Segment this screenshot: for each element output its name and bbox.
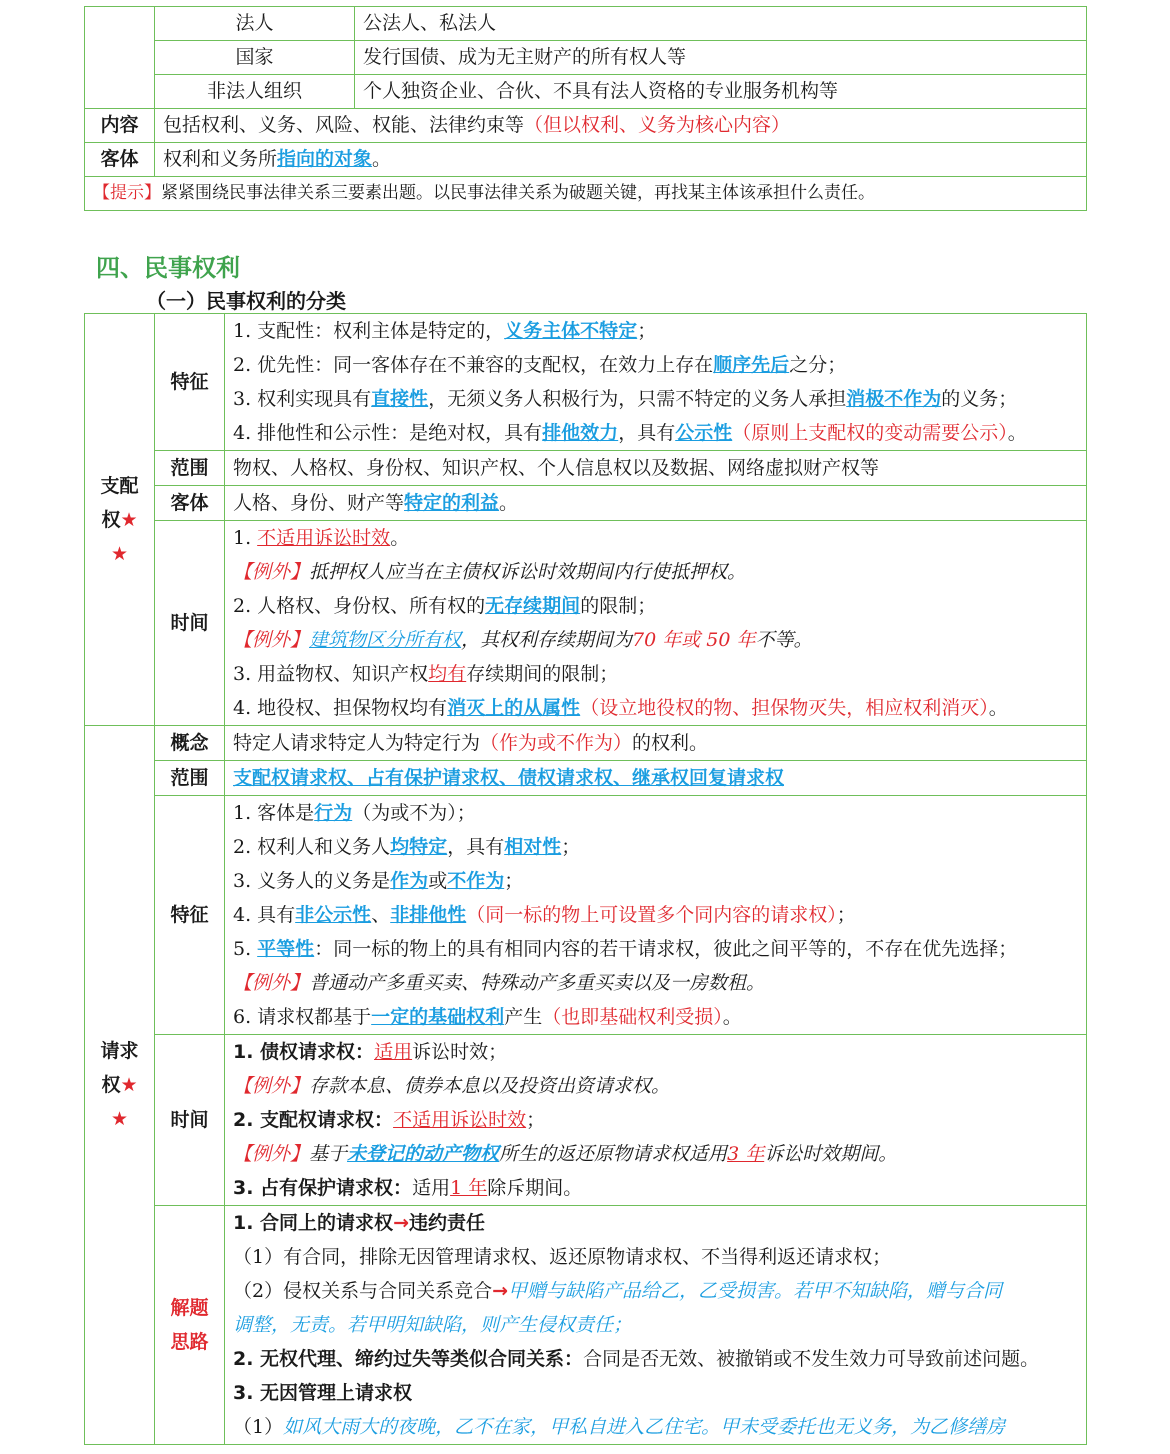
text-run: 适用 bbox=[412, 1177, 451, 1199]
text-run: 2. 优先性：同一客体存在不兼容的支配权，在效力上存在 bbox=[233, 354, 714, 376]
claim-solve-cell bbox=[225, 1206, 1087, 1445]
tip-tag: 【提示】 bbox=[93, 183, 161, 203]
text-run: （作为或不作为） bbox=[480, 732, 633, 754]
text-run: 。 bbox=[390, 527, 410, 549]
text-run: 3. 无因管理上请求权 bbox=[233, 1382, 413, 1404]
claim-solve-label-2: 思路 bbox=[170, 1331, 209, 1353]
claim-time-cell bbox=[225, 1035, 1087, 1206]
object-text bbox=[155, 143, 1087, 177]
text-run: 70 年或 50 年 bbox=[632, 629, 756, 651]
text-run: 【例外】 bbox=[233, 1143, 310, 1165]
claim-feature-2 bbox=[233, 830, 1078, 864]
dominion-feature-3 bbox=[233, 382, 1078, 416]
dominion-scope-text bbox=[225, 451, 1087, 486]
claim-solve-label-1: 解题 bbox=[170, 1297, 209, 1319]
claim-label-cell bbox=[85, 726, 155, 1445]
text-run: 不适用诉讼时效 bbox=[257, 527, 391, 549]
text-run: （2）侵权关系与合同关系竞合 bbox=[233, 1280, 493, 1302]
text-run: 支配权请求权、占有保护请求权、债权请求权、继承权回复请求权 bbox=[233, 767, 785, 789]
solve-7 bbox=[233, 1410, 1078, 1444]
text-run: 或 bbox=[428, 870, 448, 892]
text-run: 消灭上的从属性 bbox=[447, 697, 581, 719]
section-title: 四、民事权利 bbox=[96, 254, 240, 282]
text-run: 的义务； bbox=[941, 388, 1018, 410]
text-run: 均有 bbox=[428, 663, 467, 685]
text-run: （原则上支配权的变动需要公示） bbox=[732, 422, 1008, 444]
text-run: 适用 bbox=[374, 1041, 413, 1063]
text-run: 排他效力 bbox=[542, 422, 619, 444]
content-label: 内容 bbox=[85, 109, 155, 143]
text-run: 1. 债权请求权： bbox=[233, 1041, 375, 1063]
claim-feature-3 bbox=[233, 864, 1078, 898]
object-label: 客体 bbox=[85, 143, 155, 177]
text-run: 无存续期间 bbox=[485, 595, 581, 617]
text-run: （设立地役权的物、担保物灭失，相应权利消灭） bbox=[580, 697, 989, 719]
text-run: 。 bbox=[722, 1006, 742, 1028]
text-run: ； bbox=[836, 904, 856, 926]
dominion-time-cell bbox=[225, 521, 1087, 726]
text-run: 6. 请求权都基于 bbox=[233, 1006, 372, 1028]
dominion-label-2 bbox=[93, 503, 146, 537]
claim-time-2 bbox=[233, 1103, 1078, 1137]
dominion-time-label: 时间 bbox=[155, 521, 225, 726]
text-run: 作为 bbox=[390, 870, 429, 892]
text-run: ； bbox=[504, 870, 524, 892]
claim-features-label: 特征 bbox=[155, 796, 225, 1035]
solve-1 bbox=[233, 1206, 1078, 1240]
text-run: 诉讼时效； bbox=[412, 1041, 508, 1063]
text-run: 1 年 bbox=[450, 1177, 488, 1199]
text-run: （为或不为）； bbox=[352, 802, 476, 824]
dominion-time-exception-2 bbox=[233, 623, 1078, 657]
text-run: 4. 具有 bbox=[233, 904, 296, 926]
claim-feature-5 bbox=[233, 932, 1078, 966]
claim-scope-label: 范围 bbox=[155, 761, 225, 796]
text-run: 普通动产多重买卖、特殊动产多重买卖以及一房数租。 bbox=[309, 972, 766, 994]
text-run: 3. 用益物权、知识产权 bbox=[233, 663, 429, 685]
text-run: 【例外】 bbox=[233, 1075, 310, 1097]
claim-label-2-text: 权 bbox=[101, 1074, 121, 1096]
claim-time-3 bbox=[233, 1171, 1078, 1205]
dominion-object-label: 客体 bbox=[155, 486, 225, 521]
text-run: 、 bbox=[371, 904, 391, 926]
dominion-feature-1 bbox=[233, 314, 1078, 348]
text-run: 的权利。 bbox=[632, 732, 709, 754]
text-run: 公示性 bbox=[675, 422, 733, 444]
text-run: 1. bbox=[233, 527, 258, 549]
text-run: 除斥期间。 bbox=[487, 1177, 583, 1199]
text-line bbox=[233, 726, 1078, 760]
text-run: ：同一标的物上的具有相同内容的若干请求权，彼此之间平等的，不存在优先选择； bbox=[314, 938, 1018, 960]
text-run: 存续期间的限制； bbox=[466, 663, 619, 685]
text-run: （同一标的物上可设置多个同内容的请求权） bbox=[466, 904, 837, 926]
text-run: 2. 无权代理、缔约过失等类似合同关系： bbox=[233, 1348, 584, 1370]
solve-6 bbox=[233, 1376, 1078, 1410]
text-run: 调整，无责。若甲明知缺陷，则产生侵权责任； bbox=[233, 1314, 633, 1336]
claim-feature-4 bbox=[233, 898, 1078, 932]
text-run: 【例外】 bbox=[233, 561, 310, 583]
text-run: ，无须义务人积极行为，只需不特定的义务人承担 bbox=[428, 388, 847, 410]
text-run: 人格、身份、财产等 bbox=[233, 492, 405, 514]
text-run: ； bbox=[526, 1109, 546, 1131]
content-text bbox=[155, 109, 1087, 143]
text-run: 合同是否无效、被撤销或不发生效力可导致前述问题。 bbox=[583, 1348, 1040, 1370]
claim-feature-exception bbox=[233, 966, 1078, 1000]
text-run: 相对性 bbox=[504, 836, 562, 858]
claim-features-cell bbox=[225, 796, 1087, 1035]
subsection-title: （一）民事权利的分类 bbox=[146, 289, 346, 313]
dominion-time-3 bbox=[233, 657, 1078, 691]
dominion-time-2 bbox=[233, 589, 1078, 623]
text-run: 【例外】 bbox=[233, 972, 310, 994]
subject-blank-cell bbox=[85, 7, 155, 109]
text-run: 5. bbox=[233, 938, 258, 960]
text-run: 2. 支配权请求权： bbox=[233, 1109, 394, 1131]
dominion-time-4 bbox=[233, 691, 1078, 725]
dominion-label-1: 支配 bbox=[100, 474, 139, 497]
claim-label-1: 请求 bbox=[100, 1040, 139, 1062]
claim-feature-1 bbox=[233, 796, 1078, 830]
star-icon: ★ bbox=[120, 1074, 138, 1096]
text-run: ，具有 bbox=[618, 422, 676, 444]
solve-5 bbox=[233, 1342, 1078, 1376]
text-run: 3 年 bbox=[727, 1143, 765, 1165]
text-run: → bbox=[492, 1280, 509, 1302]
claim-feature-6 bbox=[233, 1000, 1078, 1034]
object-post: 。 bbox=[372, 148, 392, 170]
text-run: 的限制； bbox=[580, 595, 657, 617]
text-run: 建筑物区分所有权 bbox=[309, 629, 462, 651]
text-run: ，具有 bbox=[447, 836, 505, 858]
text-run: 未登记的动产物权 bbox=[347, 1143, 500, 1165]
solve-4 bbox=[233, 1308, 1078, 1342]
claim-time-1 bbox=[233, 1035, 1078, 1069]
star-icon: ★ bbox=[110, 1108, 129, 1130]
text-run: 如风大雨大的夜晚，乙不在家，甲私自进入乙住宅。甲未受委托也无义务，为乙修缮房 bbox=[283, 1416, 1006, 1438]
dominion-scope-line: 物权、人格权、身份权、知识产权、个人信息权以及数据、网络虚拟财产权等 bbox=[233, 457, 880, 479]
claim-label-2 bbox=[93, 1068, 146, 1102]
dominion-time-exception-1 bbox=[233, 555, 1078, 589]
claim-scope-text bbox=[225, 761, 1087, 796]
text-run: 直接性 bbox=[371, 388, 429, 410]
text-run: 不适用诉讼时效 bbox=[393, 1109, 527, 1131]
relation-elements-table bbox=[84, 6, 1087, 211]
text-run: 消极不作为 bbox=[846, 388, 942, 410]
text-run: 违约责任 bbox=[408, 1212, 485, 1234]
text-run: （1） bbox=[233, 1416, 284, 1438]
text-run: 1. 支配性：权利主体是特定的， bbox=[233, 320, 505, 342]
text-run: 基于 bbox=[309, 1143, 348, 1165]
text-run: 均特定 bbox=[390, 836, 448, 858]
text-run: 。 bbox=[499, 492, 519, 514]
text-run: 义务主体不特定 bbox=[504, 320, 638, 342]
text-line bbox=[233, 761, 1078, 795]
text-run: 诉讼时效期间。 bbox=[764, 1143, 898, 1165]
star-icon: ★ bbox=[110, 542, 129, 565]
star-icon: ★ bbox=[120, 508, 138, 531]
text-run: 特定的利益 bbox=[404, 492, 500, 514]
text-run: 存款本息、债券本息以及投资出资请求权。 bbox=[309, 1075, 671, 1097]
text-run: 【例外】 bbox=[233, 629, 310, 651]
row-text-state: 发行国债、成为无主财产的所有权人等 bbox=[355, 41, 1087, 75]
solve-2: （1）有合同，排除无因管理请求权、返还原物请求权、不当得利返还请求权； bbox=[233, 1246, 892, 1268]
text-run: 3. 义务人的义务是 bbox=[233, 870, 391, 892]
text-run: 3. 占有保护请求权： bbox=[233, 1177, 413, 1199]
text-run: 非排他性 bbox=[390, 904, 467, 926]
claim-concept-label: 概念 bbox=[155, 726, 225, 761]
text-run: 所生的返还原物请求权适用 bbox=[499, 1143, 728, 1165]
claim-time-exception-2 bbox=[233, 1137, 1078, 1171]
dominion-features-cell bbox=[225, 314, 1087, 451]
text-run: 甲赠与缺陷产品给乙，乙受损害。若甲不知缺陷，赠与合同 bbox=[508, 1280, 1003, 1302]
dominion-time-1 bbox=[233, 521, 1078, 555]
content-note: （但以权利、义务为核心内容） bbox=[524, 114, 791, 136]
content-main: 包括权利、义务、风险、权能、法律约束等 bbox=[163, 114, 525, 136]
text-run: 2. 权利人和义务人 bbox=[233, 836, 391, 858]
claim-time-label: 时间 bbox=[155, 1035, 225, 1206]
text-run: ； bbox=[561, 836, 581, 858]
dominion-label-2-text: 权 bbox=[101, 508, 121, 531]
civil-rights-classification-table bbox=[84, 313, 1087, 1445]
text-run: 行为 bbox=[314, 802, 353, 824]
text-run: ； bbox=[637, 320, 657, 342]
tip-row bbox=[85, 177, 1087, 211]
claim-solve-label bbox=[155, 1206, 225, 1445]
text-run: （也即基础权利受损） bbox=[542, 1006, 723, 1028]
object-highlight: 指向的对象 bbox=[277, 148, 373, 170]
row-label-unincorporated: 非法人组织 bbox=[155, 75, 355, 109]
text-run: 不作为 bbox=[447, 870, 505, 892]
row-text-legal-person: 公法人、私法人 bbox=[355, 7, 1087, 41]
row-text-unincorporated: 个人独资企业、合伙、不具有法人资格的专业服务机构等 bbox=[355, 75, 1087, 109]
text-run: 产生 bbox=[504, 1006, 543, 1028]
dominion-features-label: 特征 bbox=[155, 314, 225, 451]
text-run: 之分； bbox=[789, 354, 847, 376]
text-run: 4. 排他性和公示性：是绝对权，具有 bbox=[233, 422, 543, 444]
text-run: ，其权利存续期间为 bbox=[461, 629, 633, 651]
row-label-state: 国家 bbox=[155, 41, 355, 75]
text-run: 1. 客体是 bbox=[233, 802, 315, 824]
text-run: 3. 权利实现具有 bbox=[233, 388, 372, 410]
tip-text: 紧紧围绕民事法律关系三要素出题。以民事法律关系为破题关键，再找某主体该承担什么责任。 bbox=[161, 183, 875, 203]
text-run: 。 bbox=[1007, 422, 1027, 444]
text-run: 2. 人格权、身份权、所有权的 bbox=[233, 595, 486, 617]
text-run: 抵押权人应当在主债权诉讼时效期间内行使抵押权。 bbox=[309, 561, 747, 583]
text-run: 1. 合同上的请求权 bbox=[233, 1212, 394, 1234]
text-run: 不等。 bbox=[755, 629, 813, 651]
text-run: 。 bbox=[988, 697, 1008, 719]
text-run: 顺序先后 bbox=[713, 354, 790, 376]
text-run: 非公示性 bbox=[295, 904, 372, 926]
solve-3 bbox=[233, 1274, 1078, 1308]
dominion-label-cell bbox=[85, 314, 155, 726]
dominion-feature-2 bbox=[233, 348, 1078, 382]
text-run: 特定人请求特定人为特定行为 bbox=[233, 732, 481, 754]
claim-concept-text bbox=[225, 726, 1087, 761]
claim-time-exception-1 bbox=[233, 1069, 1078, 1103]
dominion-feature-4 bbox=[233, 416, 1078, 450]
dominion-scope-label: 范围 bbox=[155, 451, 225, 486]
text-run: 4. 地役权、担保物权均有 bbox=[233, 697, 448, 719]
text-run: 一定的基础权利 bbox=[371, 1006, 505, 1028]
text-run: → bbox=[393, 1212, 409, 1234]
text-line bbox=[233, 486, 1078, 520]
text-run: 平等性 bbox=[257, 938, 315, 960]
object-pre: 权利和义务所 bbox=[163, 148, 278, 170]
dominion-object-text bbox=[225, 486, 1087, 521]
row-label-legal-person: 法人 bbox=[155, 7, 355, 41]
